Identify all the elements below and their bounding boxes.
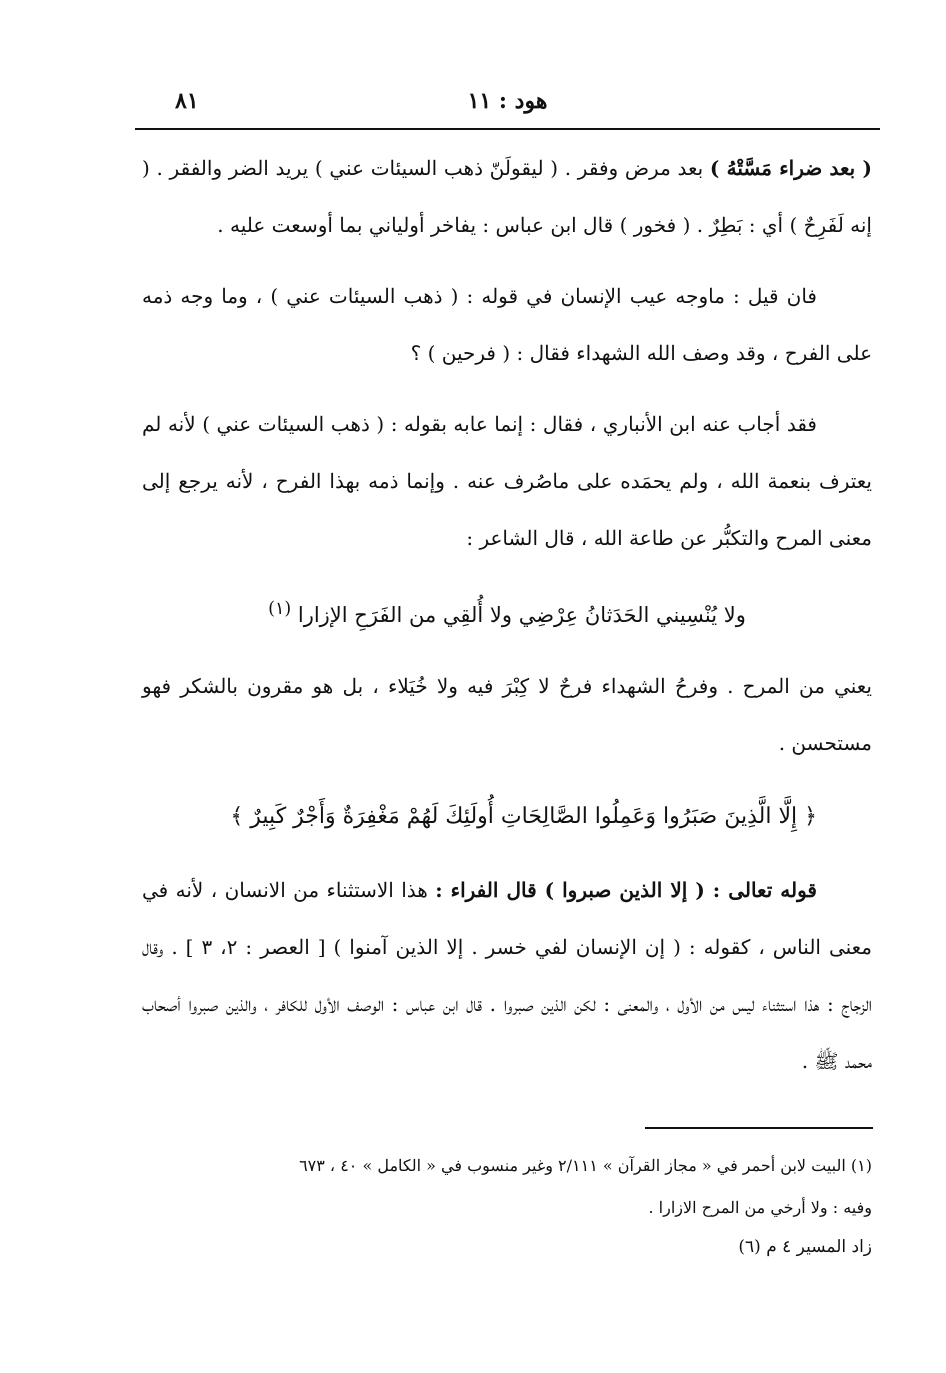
page-header — [135, 88, 880, 122]
paragraph-5-text: هذا الاستثناء من الانسان ، لأنه في معنى الناس ، كقوله : ( إن الإنسان لفي خسر . إلا الذين آمنوا ) [ العصر : ٢، ٣ ] . وقال الزجاج : هذا استثناء ليس من الأول ، والمعنى : لكن الذين صبروا . قال ابن عباس : الوصف الأول للكافر ، والذين صبروا أصحاب محمد ﷺ . — [142, 878, 873, 1073]
paragraph-2: فان قيل : ماوجه عيب الإنسان في قوله : ( ذهب السيئات عني ) ، وما وجه ذمه على الفرح ، وقد وصف الله الشهداء فقال : ( فرحين ) ؟ — [142, 284, 872, 365]
footnote — [142, 1145, 872, 1229]
page-number: ٨١ — [175, 88, 199, 114]
paragraph-3: فقد أجاب عنه ابن الأنباري ، فقال : إنما عابه بقوله : ( ذهب السيئات عني ) لأنه لم يعترف بنعمة الله ، ولم يحمَده على ماصُرف عنه . وإنما ذمه بهذا الفرح ، لأنه يرجع إلى معنى المرح والتكبُّر عن طاعة الله ، قال الشاعر : — [142, 412, 872, 550]
footnote-line-2: وفيه : ولا أرخي من المرح الازارا . — [648, 1198, 872, 1217]
surah-title: هود : ١١ — [467, 88, 548, 114]
footnote-divider — [645, 1127, 873, 1129]
poetry-verse-text: ولا يُنْسِيني الحَدَثانُ عِرْضِي ولا أُلقِي من الفَرَحِ الإزارا — [297, 603, 746, 627]
footnote-line-1: (١) البيت لابن أحمر في « مجاز القرآن » ٢/١١١ وغير منسوب في « الكامل » ٤٠ ، ٦٧٣ — [299, 1156, 872, 1175]
paragraph-4: يعني من المرح . وفرحُ الشهداء فرحٌ لا كِبْرَ فيه ولا خُيَلاء ، بل هو مقرون بالشكر فهو مستحسن . — [142, 674, 872, 755]
paragraph-5-lead: قوله تعالى : ( إلا الذين صبروا ) قال الفراء : — [435, 878, 817, 902]
poetry-verse — [142, 581, 872, 644]
paragraph-1-lead: ( بعد ضراء مَسَّتْهُ ) — [709, 156, 873, 180]
printer-signature: زاد المسير ٤ م (٦) — [738, 1237, 872, 1257]
paragraph-5 — [142, 862, 872, 1090]
quran-verse: ﴿ إِلَّا الَّذِينَ صَبَرُوا وَعَمِلُوا الصَّالِحَاتِ أُولَئِكَ لَهُمْ مَغْفِرَةٌ وَأَجْرٌ كَبِيرٌ ﴾ — [230, 804, 817, 829]
footnote-marker: (١) — [268, 599, 292, 619]
paragraph-1-text: بعد مرض وفقر . ( ليقولَنّ ذهب السيئات عني ) يريد الضر والفقر . ( إنه لَفَرِحٌ ) أي : بَطِرٌ . ( فخور ) قال ابن عباس : يفاخر أولياني بما أوسعت عليه . — [142, 156, 872, 237]
page-body — [142, 140, 872, 1104]
header-divider — [135, 128, 880, 130]
paragraph-1 — [142, 140, 872, 254]
